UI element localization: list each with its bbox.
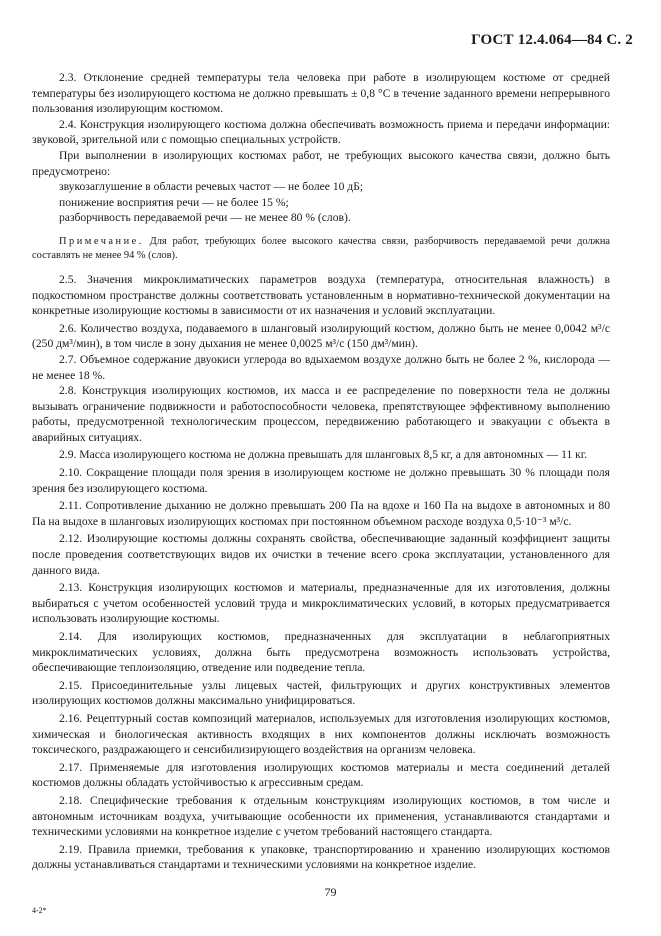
paragraph-2-13: 2.13. Конструкция изолирующих костюмов и материалы, предназначенные для их изготовления, должны выбираться с учетом особенностей условий труда и микроклиматических условий, в которых предусматривается использовать изолирующие костюмы. (32, 581, 610, 626)
paragraph-2-16: 2.16. Рецептурный состав композиций материалов, используемых для изготовления изолирующих костюмов, химическая и биологическая активность входящих в них компонентов должны исключать возможность токсического, раздражающего и сенсибилизирующего воздействия на организм человека. (32, 711, 610, 757)
page-number: 79 (324, 885, 337, 899)
paragraph-2-9: 2.9. Масса изолирующего костюма не должна превышать для шланговых 8,5 кг, а для автономных — 11 кг. (59, 448, 588, 462)
list-item: понижение восприятия речи — не более 15 %; (59, 195, 289, 209)
page-header: ГОСТ 12.4.064—84 С. 2 (471, 32, 633, 48)
paragraph-2-4: 2.4. Конструкция изолирующего костюма должна обеспечивать возможность приема и передачи информации: звуковой, зрительной или с помощью специальных устройств. (32, 117, 610, 147)
paragraph-2-12: 2.12. Изолирующие костюмы должны сохранять свойства, обеспечивающие заданный коэффициент защиты после проведения соответствующих видов их очистки в течение всего срока эксплуатации, установленного для данного вида. (32, 532, 610, 577)
paragraph-2-14: 2.14. Для изолирующих костюмов, предназначенных для эксплуатации в неблагоприятных микроклиматических условиях, должна быть предусмотрена возможность использовать устройства, обеспечивающие теплоизоляцию, отведение или подведение тепла. (32, 630, 610, 675)
paragraph-2-17: 2.17. Применяемые для изготовления изолирующих костюмов материалы и места соединений деталей костюмов должны обладать устойчивостью к агрессивным средам. (32, 760, 610, 790)
paragraph-2-10: 2.10. Сокращение площади поля зрения в изолирующем костюме не должно превышать 30 % площади поля зрения без изолирующего костюма. (32, 466, 610, 495)
list-item: разборчивость передаваемой речи — не менее 80 % (слов). (59, 211, 351, 225)
note-text: Для работ, требующих более высокого качества связи, разборчивость передаваемой речи должна составлять не менее 94 % (слов). (32, 235, 610, 261)
paragraph-2-5: 2.5. Значения микроклиматических параметров воздуха (температура, относительная влажность) в подкостюмном пространстве должны соответствовать установленным в нормативно-технической документации на конкретные изолирующие костюмы в зависимости от их назначения и условий эксплуатации. (32, 272, 610, 318)
corner-mark: 4-2* (32, 906, 47, 915)
note (32, 235, 610, 263)
paragraph-2-6: 2.6. Количество воздуха, подаваемого в шланговый изолирующий костюм, должно быть не менее 0,0042 м³/с (250 дм³/мин), в том числе в зону дыхания не менее 0,0025 м³/с (150 дм³/мин). (32, 321, 610, 351)
note-label: Примечание. (59, 235, 144, 247)
paragraph-2-4-conditions: При выполнении в изолирующих костюмах работ, не требующих высокого качества связи, должно быть предусмотрено: (32, 148, 610, 178)
paragraph-2-7: 2.7. Объемное содержание двуокиси углерода во вдыхаемом воздухе должно быть не более 2 %, кислорода — не менее 18 %. (32, 352, 610, 382)
paragraph-2-11: 2.11. Сопротивление дыханию не должно превышать 200 Па на вдохе и 160 Па на выдохе в автономных и 80 Па на выдохе в шланговых изолирующих костюмах при постоянном объемном расходе воздуха 0,5·10⁻³ м³/с. (32, 499, 610, 528)
list-item: звукозаглушение в области речевых частот — не более 10 дБ; (59, 180, 364, 194)
document-body (32, 70, 610, 873)
paragraph-2-19: 2.19. Правила приемки, требования к упаковке, транспортированию и хранению изолирующих костюмов должны устанавливаться стандартами и техническими условиями на конкретное изделие. (32, 842, 610, 872)
paragraph-2-8: 2.8. Конструкция изолирующих костюмов, их масса и ее распределение по поверхности тела не должны вызывать ограничение подвижности и работоспособности человека, препятствующее эффективному выполнению работы, предусмотренной технологическим процессом, передвижению работающего и эвакуации с объекта в аварийных ситуациях. (32, 384, 610, 444)
paragraph-2-15: 2.15. Присоединительные узлы лицевых частей, фильтрующих и других конструктивных элементов изолирующих костюмов должны максимально унифицироваться. (32, 678, 610, 708)
paragraph-2-18: 2.18. Специфические требования к отдельным конструкциям изолирующих костюмов, в том числе и автономным источникам воздуха, учитывающие особенности их применения, устанавливаются стандартами и техническими условиями на конкретное изделие с учетом требований настоящего стандарта. (32, 793, 610, 839)
paragraph-2-3: 2.3. Отклонение средней температуры тела человека при работе в изолирующем костюме от средней температуры без изолирующего костюма не должно превышать ± 0,8 °С в течение заданного времени непрерывного пользования изолирующим костюмом. (32, 71, 610, 116)
